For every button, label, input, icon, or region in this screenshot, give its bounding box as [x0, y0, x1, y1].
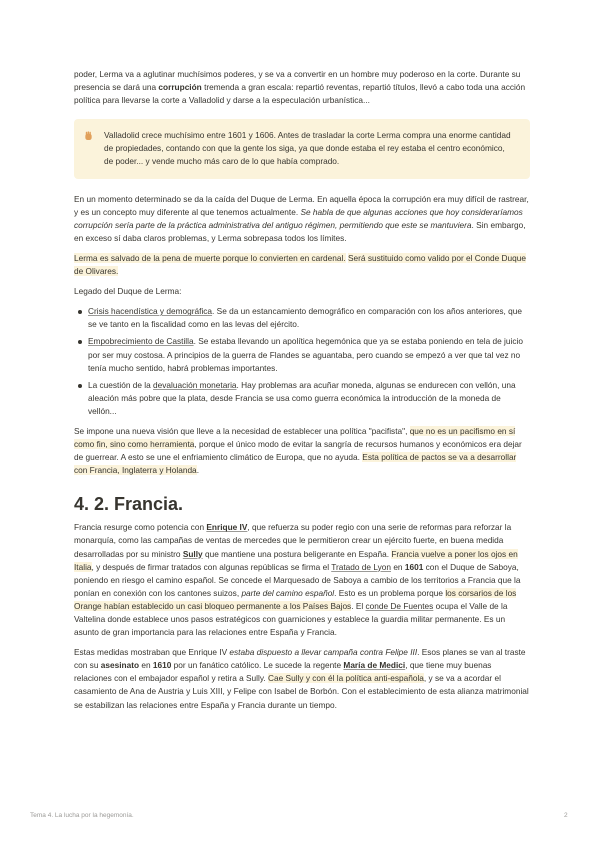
paragraph-lerma-poder: poder, Lerma va a aglutinar muchísimos poderes, y se va a convertir en un hombre muy poderoso en la corte. Durante su presencia se dará una corrupción tremenda a gran escala: repartió reventas, repartió títulos, llevó a cabo toda una acción política para llevarse la corte a Valladolid y darse a la especulación urbanística... [74, 69, 526, 106]
paragraph-enrique-iv: Estas medidas mostraban que Enrique IV estaba dispuesto a llevar campaña contra Felipe III. Esos planes se van al traste con su asesinato en 1610 por un fanático católico. Le sucede la regente María de Medici, que tiene muy buenas relaciones con el embajador español y retira a Sully. Cae Sully y con él la política anti-española, y se va a acordar el casamiento de Ana de Austria y Luis XIII, y Felipe con Isabel de Borbón. Con el establecimiento de esta alianza matrimonial se estabilizan las relaciones entre España y Francia durante un tiempo. [74, 647, 529, 710]
footer-title: Tema 4. La lucha por la hegemonía. [30, 812, 134, 819]
page-number: 2 [564, 812, 568, 819]
list-item: Crisis hacendística y demográfica. Se da un estancamiento demográfico en comparación con los años anteriores, que se ve tanto en la fiscalidad como en las levas del ejército. [88, 305, 530, 331]
callout-valladolid [74, 119, 530, 178]
legado-title: Legado del Duque de Lerma: [74, 286, 182, 297]
document-body [74, 68, 530, 719]
paragraph-pacifista: Se impone una nueva visión que lleve a la necesidad de establecer una política "pacifista", que no es un pacifismo en sí como fin, sino como herramienta, porque el único modo de evitar la sangría de recursos humanos y económicos era dejar de guerrear. A esto se une el enfriamiento climático de Europa, que no ayuda. Esta política de pactos se va a desarrollar con Francia, Inglaterra y Holanda. [74, 425, 522, 476]
callout-text: Valladolid crece muchísimo entre 1601 y 1606. Antes de trasladar la corte Lerma compra una enorme cantidad de propiedades, contando con que la gente los siga, ya que donde estaba el rey estaba el centro económico, de poder... y vende mucho más caro de lo que había comprado. [104, 130, 511, 167]
paragraph-caida-lerma: En un momento determinado se da la caída del Duque de Lerma. En aquella época la corrupción era muy difícil de rastrear, y es un concepto muy diferente al que tenemos actualmente. Se habla de que algunas acciones que hoy consideraríamos corrupción sería parte de la práctica administrativa del antiguo régimen, permitiendo que este se mantuviera. Sin embargo, en exceso sí daba claros problemas, y Lerma sobrepasa todos los límites. [74, 193, 529, 243]
hand-icon [84, 131, 93, 141]
legado-list [74, 305, 530, 418]
section-heading: 4. 2. Francia. [74, 494, 184, 515]
list-item: Empobrecimiento de Castilla. Se estaba llevando un apolítica hegemónica que ya se estaba poniendo en tela de juicio por ser muy costosa. A principios de la guerra de Flandes se aguantaba, pero cuando se empezó a ver que tal vez no tenía mucho sentido, habrá problemas importantes. [88, 335, 530, 374]
list-item: La cuestión de la devaluación monetaria. Hay problemas ara acuñar moneda, algunas se endurecen con vellón, una aleación más pobre que la plata, desde Francia se usa como guerra económica la introducción de la moneda de vellón... [88, 379, 530, 418]
paragraph-cardenal: Lerma es salvado de la pena de muerte porque lo convierten en cardenal. Será sustituido como valido por el Conde Duque de Olivares. [74, 252, 527, 277]
paragraph-francia: Francia resurge como potencia con Enrique IV, que refuerza su poder regio con una serie de reformas para reforzar la monarquía, como las campañas de ventas de mercedes que le permitieron crear un ejército fuerte, en buena medida desarrolladas por su ministro Sully que mantiene una postura beligerante en España. Francia vuelve a poner los ojos en Italia, y después de firmar tratados con algunas repúblicas se firma el Tratado de Lyon en 1601 con el Duque de Saboya, poniendo en riesgo el camino español. Se concede el Marquesado de Saboya a cambio de los territorios a Francia que la ponían en conexión con los cantones suizos, parte del camino español. Esto es un problema porque los corsarios de los Orange habían establecido un casi bloqueo permanente a los Países Bajos. El conde De Fuentes ocupa el Valle de la Valtelina donde establece unos pasos estratégicos con guarniciones y establece la guardia militar permanente. Es un asunto de gran importancia para las relaciones entre España y Francia. [74, 522, 521, 638]
